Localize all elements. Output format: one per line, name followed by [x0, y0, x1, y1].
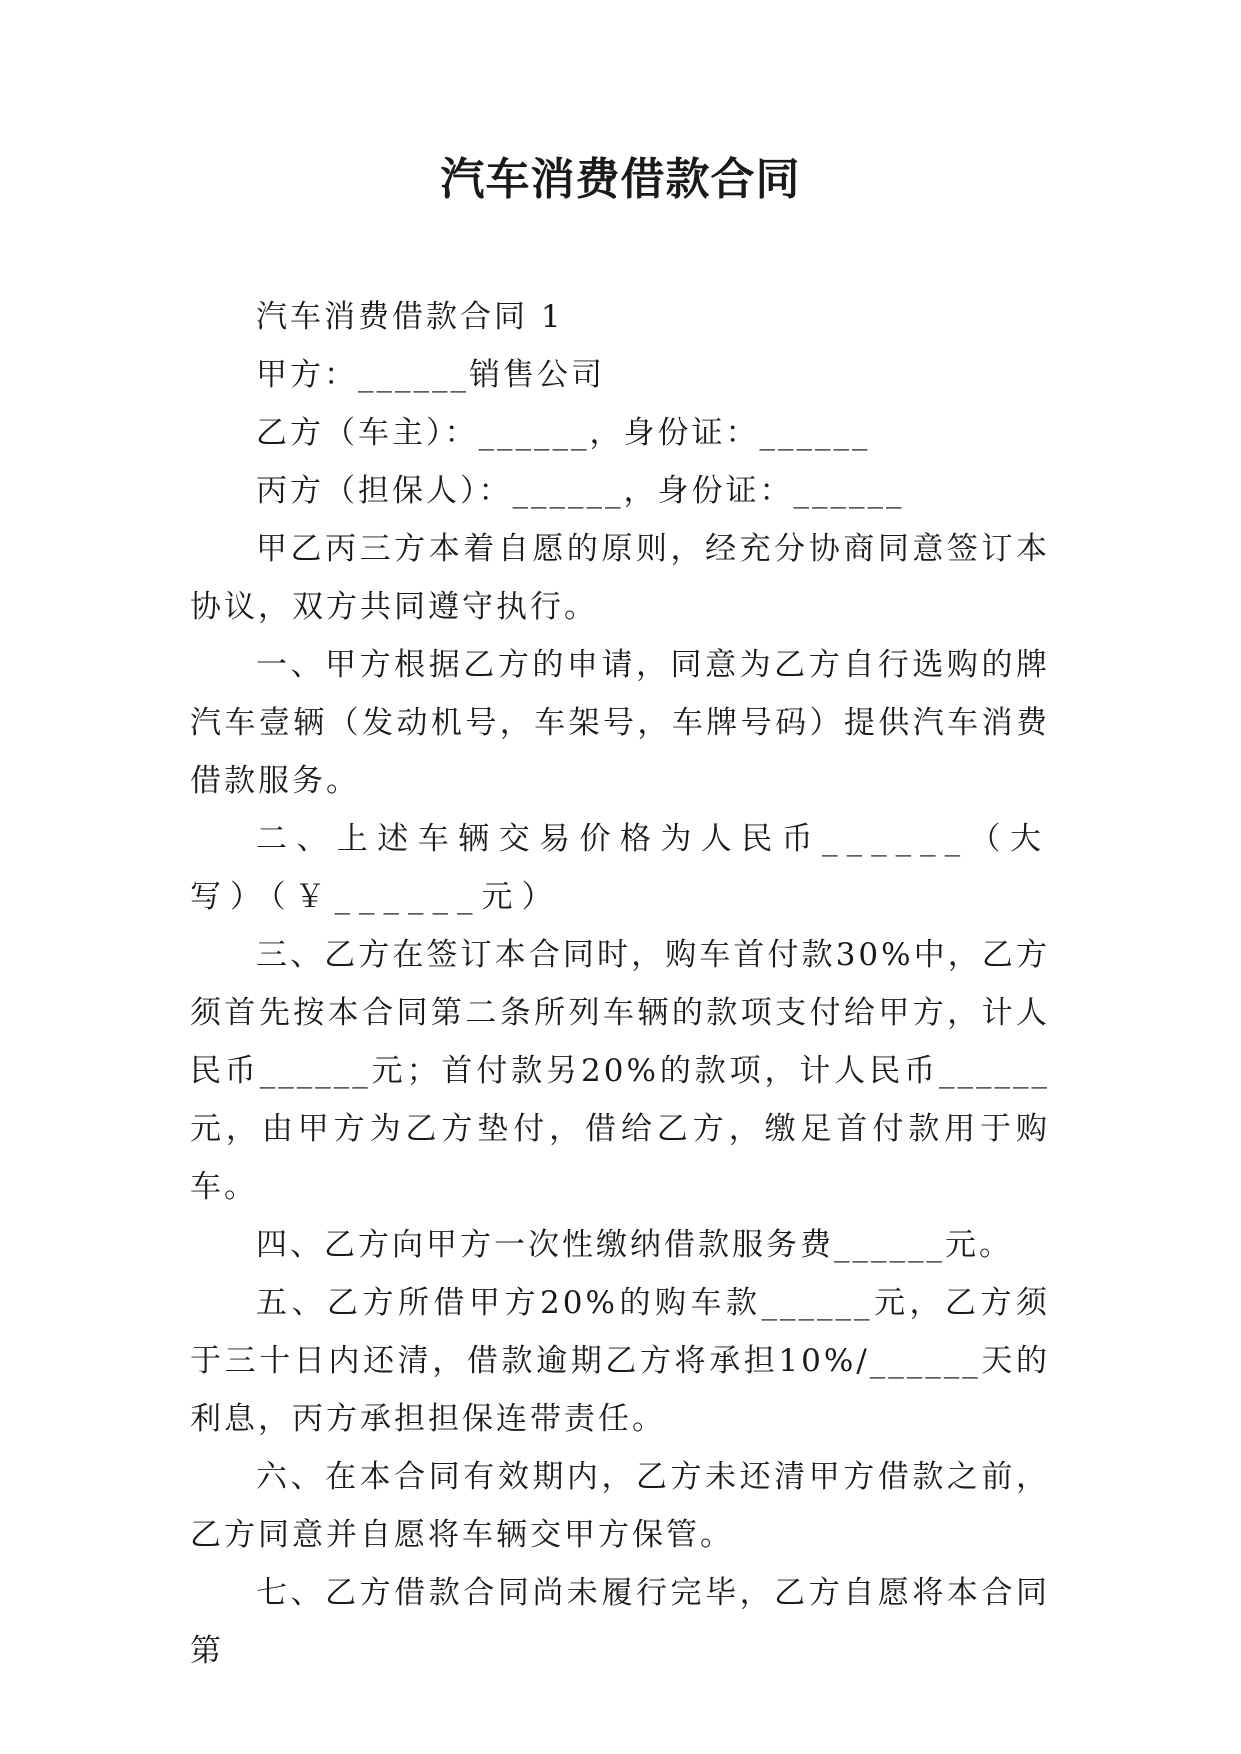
paragraph-party-a: 甲方：______销售公司	[256, 357, 605, 393]
paragraph-preamble: 甲乙丙三方本着自愿的原则，经充分协商同意签订本协议，双方共同遵守执行。	[190, 531, 1050, 625]
paragraph-clause-1: 一、甲方根据乙方的申请，同意为乙方自行选购的牌汽车壹辆（发动机号，车架号，车牌号码）提供汽车消费借款服务。	[190, 647, 1050, 799]
document-body	[190, 288, 1050, 1680]
paragraph-party-b: 乙方（车主）：______，身份证：______	[256, 415, 871, 451]
paragraph-clause-5: 五、乙方所借甲方20%的购车款______元，乙方须于三十日内还清，借款逾期乙方将承担10%/______天的利息，丙方承担担保连带责任。	[190, 1285, 1050, 1437]
paragraph-clause-2: 二、上述车辆交易价格为人民币______（大写）（￥______元）	[190, 821, 1050, 915]
paragraph-heading: 汽车消费借款合同 1	[256, 299, 564, 335]
paragraph-clause-6: 六、在本合同有效期内，乙方未还清甲方借款之前，乙方同意并自愿将车辆交甲方保管。	[190, 1459, 1050, 1553]
document-title: 汽车消费借款合同	[440, 154, 801, 205]
paragraph-clause-3: 三、乙方在签订本合同时，购车首付款30%中，乙方须首先按本合同第二条所列车辆的款项支付给甲方，计人民币______元；首付款另20%的款项，计人民币______元，由甲方为乙方垫付，借给乙方，缴足首付款用于购车。	[190, 937, 1050, 1205]
paragraph-clause-4: 四、乙方向甲方一次性缴纳借款服务费______元。	[256, 1227, 1013, 1263]
paragraph-clause-7: 七、乙方借款合同尚未履行完毕，乙方自愿将本合同第	[190, 1575, 1050, 1669]
paragraph-party-c: 丙方（担保人）：______，身份证：______	[256, 473, 905, 509]
